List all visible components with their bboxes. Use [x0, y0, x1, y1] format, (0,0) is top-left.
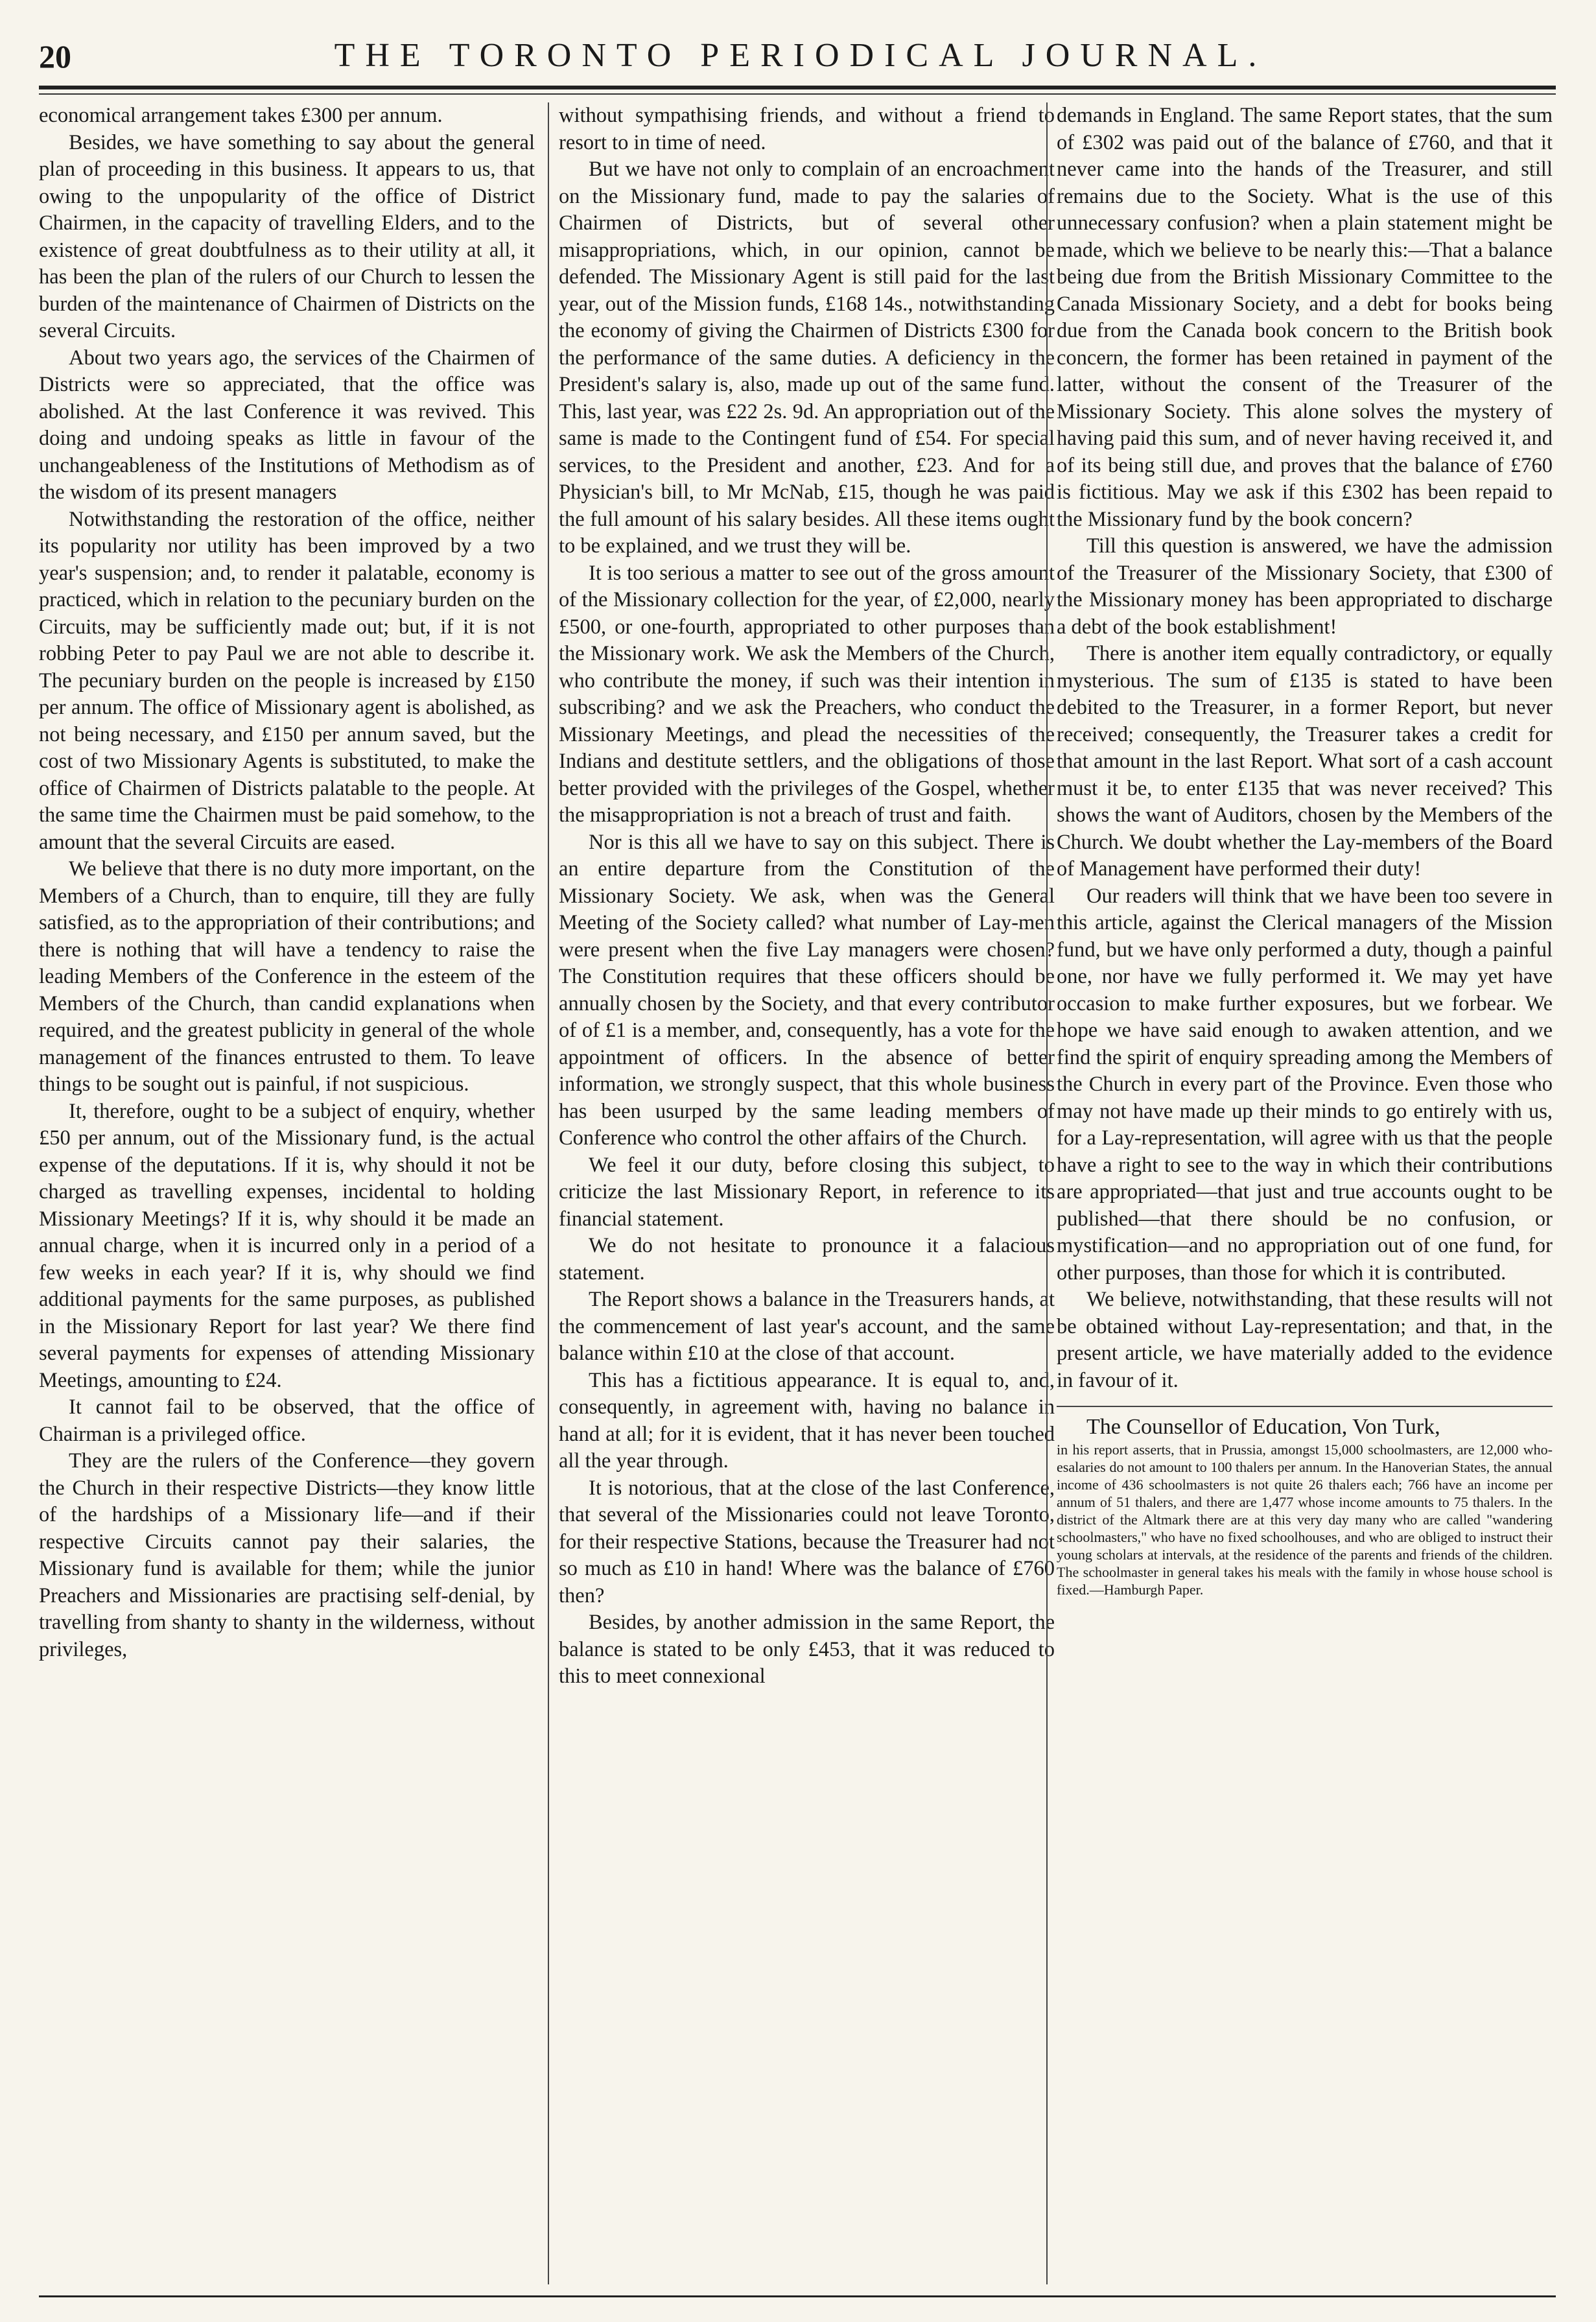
news-item — [1057, 1406, 1553, 1598]
paragraph: economical arrangement takes £300 per annum. — [39, 104, 443, 127]
paragraph: It, therefore, ought to be a subject of enquiry, whether £50 per annum, out of the Missionary fund, is the actual expense of the deputations. If it is, why should it not be charged as travelling expenses, incidental to holding Missionary Meetings? If it is, why should it be made an annual charge, when it is incurred only in a period of a few weeks in each year? If it is, why should we find additional payments for the same purposes, as published in the Missionary Report for last year? We there find several payments for expenses of attending Missionary Meetings, amounting to £24. — [39, 1099, 535, 1392]
paragraph: without sympathising friends, and without a friend to resort to in time of need. — [559, 104, 1055, 154]
paragraph: Besides, by another admission in the same Report, the balance is stated to be only £453, that it was reduced to this to meet connexional — [559, 1611, 1055, 1688]
paragraph: Nor is this all we have to say on this subject. There is an entire departure from the Constitution of the Missionary Society. We ask, when was the General Meeting of the Society called? what number of Lay-men were present when the five Lay managers were chosen? The Constitution requires that these officers should be annually chosen by the Society, and that every contributor of of £1 is a member, and, consequently, has a vote for the appointment of officers. In the absence of better information, we strongly suspect, that this whole business has been usurped by the same leading members of Conference who control the other affairs of the Church. — [559, 830, 1055, 1150]
paragraph: There is another item equally contradictory, or equally mysterious. The sum of £135 is stated to have been debited to the Treasurer, in a former Report, but never received; consequently, the Treasurer takes a credit for that amount in the last Report. What sort of a cash account must it be, to enter £135 that was never received? This shows the want of Auditors, chosen by the Members of the Church. We doubt whether the Lay-members of the Board of Management have performed their duty! — [1057, 642, 1553, 881]
paragraph: This has a fictitious appearance. It is equal to, and, consequently, in agreement with, having no balance in hand at all; for it is evident, that it has never been touched all the year through. — [559, 1368, 1055, 1473]
header-rule-thin — [39, 93, 1556, 95]
paragraph: We believe, notwithstanding, that these results will not be obtained without Lay-representation; and that, in the present article, we have materially added to the evidence in favour of it. — [1057, 1288, 1553, 1392]
page-header — [39, 32, 1562, 84]
column-2 — [559, 102, 1055, 2284]
paragraph: It is too serious a matter to see out of the gross amount of the Missionary collection for the year, of £2,000, nearly £500, or one-fourth, appropriated to other purposes than the Missionary work. We ask the Members of the Church, who contribute the money, if such was their intention in subscribing? and we ask the Preachers, who conduct the Missionary Meetings, and plead the necessities of the Indians and destitute settlers, and the obligations of those better provided with the privileges of the Gospel, whether the misappropriation is not a breach of trust and faith. — [559, 561, 1055, 827]
paragraph: The Report shows a balance in the Treasurers hands, at the commencement of last year's account, and the same balance within £10 at the close of that account. — [559, 1288, 1055, 1365]
paragraph: But we have not only to complain of an encroachment on the Missionary fund, made to pay the salaries of Chairmen of Districts, but of several other misappropriations, which, in our opinion, cannot be defended. The Missionary Agent is still paid for the last year, out of the Mission funds, £168 14s., notwithstanding the economy of giving the Chairmen of Districts £300 for the performance of the same duties. A deficiency in the President's salary is, also, made up out of the same fund. This, last year, was £22 2s. 9d. An appropriation out of the same is made to the Contingent fund of £54. For special services, to the President and another, £23. And for a Physician's bill, to Mr McNab, £15, though he was paid the full amount of his salary besides. All these items ought to be explained, and we trust they will be. — [559, 158, 1055, 558]
paragraph: We do not hesitate to pronounce it a falacious statement. — [559, 1234, 1055, 1285]
paragraph: demands in England. The same Report states, that the sum of £302 was paid out of the balance of £760, and that it never came into the hands of the Treasurer, and still remains due to the Society. What is the use of this unnecessary confusion? when a plain statement might be made, which we believe to be nearly this:—That a balance being due from the British Missionary Committee to the Canada Missionary Society, and a debt for books being due from the Canada book concern to the British book concern, the former has been retained in payment of the latter, without the consent of the Treasurer of the Missionary Society. This alone solves the mystery of having paid this sum, and of never having received it, and of its being still due, and proves that the balance of £760 is fictitious. May we ask if this £302 has been repaid to the Missionary fund by the book concern? — [1057, 104, 1553, 531]
paragraph: It is notorious, that at the close of the last Conference, that several of the Missionaries could not leave Toronto, for their respective Stations, because the Treasurer had not so much as £10 in hand! Where was the balance of £760 then? — [559, 1476, 1055, 1607]
paragraph: About two years ago, the services of the Chairmen of Districts were so appreciated, that the office was abolished. At the last Conference it was revived. This doing and undoing speaks as little in favour of the unchangeableness of the Institutions of Methodism as of the wisdom of its present managers — [39, 346, 535, 504]
running-title: THE TORONTO PERIODICAL JOURNAL. — [334, 37, 1267, 74]
column-divider — [1046, 102, 1048, 2284]
news-item-body: in his report asserts, that in Prussia, amongst 15,000 schoolmasters, are 12,000 who-esalaries do not amount to 100 thalers per annum. In the Hanoverian States, the annual income of 436 schoolmasters is not quite 26 thalers each; 766 have an income per annum of 51 thalers, and there are 1,477 whose income amounts to 75 thalers. In the district of the Altmark there are at this very day many who are called "wandering schoolmasters," who have no fixed schoolhouses, and who are obliged to instruct their young scholars at intervals, at the residence of the parents and friends of the children. The schoolmaster in general takes his meals with the family in whose house school is fixed.—Hamburgh Paper. — [1057, 1441, 1553, 1598]
paragraph: It cannot fail to be observed, that the office of Chairman is a privileged office. — [39, 1395, 535, 1446]
paragraph: We feel it our duty, before closing this subject, to criticize the last Missionary Report, in reference to its financial statement. — [559, 1153, 1055, 1231]
news-item-heading: The Counsellor of Education, Von Turk, — [1086, 1415, 1440, 1439]
column-3 — [1057, 102, 1553, 2284]
paragraph: Besides, we have something to say about the general plan of proceeding in this business. It appears to us, that owing to the unpopularity of the office of District Chairmen, in the capacity of travelling Elders, and to the existence of great doubtfulness as to their utility at all, it has been the plan of the rulers of our Church to lessen the burden of the maintenance of Chairmen of Districts on the several Circuits. — [39, 130, 535, 342]
column-divider — [548, 102, 549, 2284]
paragraph: They are the rulers of the Conference—they govern the Church in their respective Districts—they know little of the hardships of a Missionary life—and if their respective Circuits cannot pay their salaries, the Missionary fund is available for them; while the junior Preachers and Missionaries are practising self-denial, by travelling from shanty to shanty in the wilderness, without privileges, — [39, 1449, 535, 1661]
header-rule — [39, 86, 1556, 89]
column-1 — [39, 102, 535, 2284]
paragraph: Till this question is answered, we have the admission of the Treasurer of the Missionary Society, that £300 of the Missionary money has been appropriated to discharge a debt of the book establishment! — [1057, 534, 1553, 639]
page-number: 20 — [39, 38, 71, 75]
paragraph: We believe that there is no duty more important, on the Members of a Church, than to enquire, till they are fully satisfied, as to the appropriation of their contributions; and there is nothing that will have a tendency to raise the leading Members of the Conference in the esteem of the Members of the Church, than candid explanations when required, and the greatest publicity in general of the whole management of the finances entrusted to them. To leave things to be sought out is painful, if not suspicious. — [39, 857, 535, 1096]
paragraph: Our readers will think that we have been too severe in this article, against the Clerical managers of the Mission fund, but we have only performed a duty, though a painful one, nor have we fully performed it. We may yet have occasion to make further exposures, but we forbear. We hope we have said enough to awaken attention, and we find the spirit of enquiry spreading among the Members of the Church in every part of the Province. Even those who may not have made up their minds to go entirely with us, for a Lay-representation, will agree with us that the people have a right to see to the way in which their contributions are appropriated—that just and true accounts ought to be published—that there should be no confusion, or mystification—and no appropriation out of one fund, for other purposes, than those for which it is contributed. — [1057, 884, 1553, 1285]
footer-rule — [39, 2295, 1556, 2297]
paragraph: Notwithstanding the restoration of the office, neither its popularity nor utility has been improved by a two year's suspension; and, to render it palatable, economy is practiced, which in relation to the pecuniary burden on the Circuits, may be sufficiently made out; but, if it is not robbing Peter to pay Paul we are not able to describe it. The pecuniary burden on the people is increased by £150 per annum. The office of Missionary agent is abolished, as not being necessary, and £150 per annum saved, but the cost of two Missionary Agents is substituted, to make the office of Chairmen of Districts palatable to the people. At the same time the Chairmen must be paid somehow, to the amount that the several Circuits are eased. — [39, 507, 535, 854]
